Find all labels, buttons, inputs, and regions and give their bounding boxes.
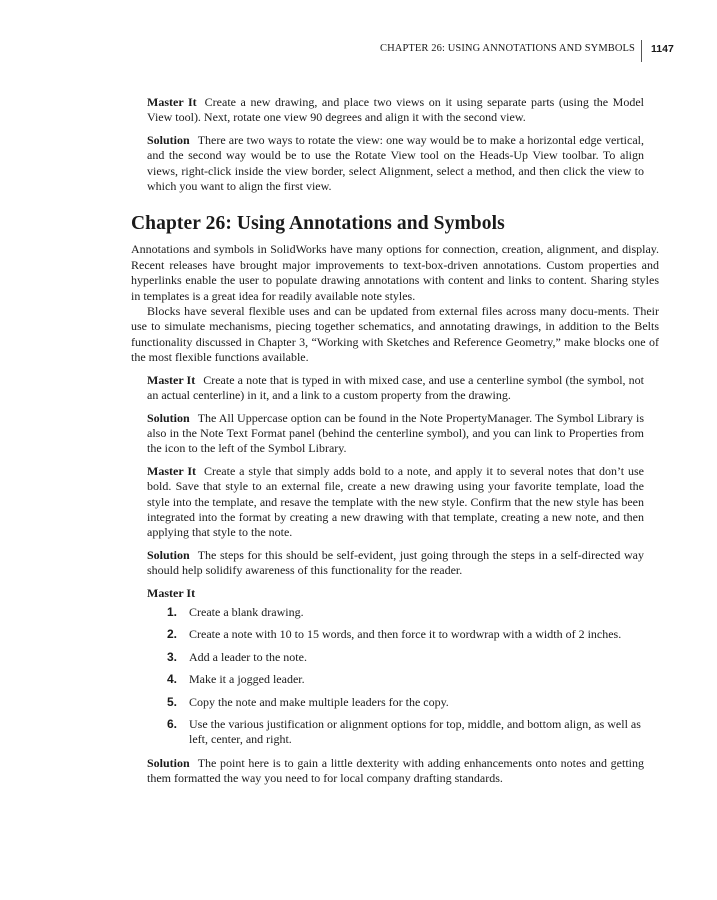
master-it-paragraph — [147, 95, 644, 126]
solution-text: There are two ways to rotate the view: one way would be to make a horizontal edge vertical, and the second way would be to use the Rotate View tool on the Heads-Up View toolbar. To align views, right-click inside the view border, select Alignment, select a method, and then click the view to which you want to align the first view. — [147, 132, 644, 194]
page-content — [131, 95, 659, 794]
master-it-label: Master It — [147, 585, 196, 600]
step-text: Create a note with 10 to 15 words, and then force it to wordwrap with a width of 2 inches. — [189, 627, 622, 642]
solution-label: Solution — [147, 132, 190, 147]
step-number: 5. — [167, 694, 178, 709]
header-divider — [641, 40, 642, 62]
solution-paragraph — [147, 756, 644, 787]
exercise-block — [147, 373, 644, 787]
page-number: 1147 — [651, 43, 674, 55]
running-header — [0, 40, 717, 60]
solution-label: Solution — [147, 547, 190, 562]
step-number: 6. — [167, 717, 178, 731]
master-it-text: Create a note that is typed in with mixed case, and use a centerline symbol (the symbol, not an actual centerline) in it, and a link to a custom property from the drawing. — [147, 372, 645, 403]
solution-paragraph — [147, 548, 644, 579]
master-it-paragraph — [147, 373, 644, 404]
master-it-paragraph — [147, 464, 644, 541]
list-item — [147, 605, 645, 620]
solution-paragraph — [147, 133, 644, 195]
chapter-heading: Chapter 26: Using Annotations and Symbols — [131, 213, 505, 235]
solution-text: The All Uppercase option can be found in the Note PropertyManager. The Symbol Library is also in the Note Text Format panel (behind the centerline symbol), and you can link to Properties from the icon to the left of the Symbol Library. — [147, 410, 644, 456]
master-it-text: Create a style that simply adds bold to a note, and apply it to several notes that don’t use bold. Save that style to an external file, create a new drawing using your favorite template, load the style into the template, and resave the template with the new style. Confirm that the new style has been integrated into the format by creating a new drawing with that template, creating a new note, and then applying that style to the note. — [147, 463, 644, 540]
master-it-label: Master It — [147, 463, 196, 478]
solution-label: Solution — [147, 755, 190, 770]
solution-paragraph — [147, 411, 644, 457]
step-number: 4. — [167, 672, 178, 687]
list-item — [147, 695, 645, 710]
running-header-title: CHAPTER 26: USING ANNOTATIONS AND SYMBOLS — [380, 43, 635, 54]
list-item — [147, 627, 645, 642]
step-number: 3. — [167, 649, 178, 664]
list-item — [147, 717, 645, 748]
list-item — [147, 650, 645, 665]
steps-list — [147, 605, 644, 748]
step-text: Add a leader to the note. — [189, 649, 307, 664]
master-it-label: Master It — [147, 95, 197, 109]
solution-label: Solution — [147, 410, 190, 425]
master-it-paragraph — [147, 586, 644, 601]
step-text: Create a blank drawing. — [189, 604, 304, 619]
body-paragraph: Annotations and symbols in SolidWorks have many options for connection, creation, alignment, and display. Recent releases have brought major improvements to text-box-driven annotations. Custom properties and hyperlinks enable the user to populate drawing annotations with content and links to content. Sharing styles in templates is a great idea for readily available note styles. — [131, 242, 659, 303]
master-it-label: Master It — [147, 372, 196, 387]
step-text: Make it a jogged leader. — [189, 672, 305, 687]
master-it-text: Create a new drawing, and place two views on it using separate parts (using the Model View tool). Next, rotate one view 90 degrees and align it with the second view. — [147, 95, 645, 125]
solution-text: The steps for this should be self-evident, just going through the steps in a self-directed way should help solidify awareness of this functionality for the reader. — [147, 547, 644, 578]
step-text: Copy the note and make multiple leaders for the copy. — [189, 694, 449, 709]
list-item — [147, 672, 645, 687]
body-paragraph: Blocks have several flexible uses and can be updated from external files across many docu-ments. Their use to simulate mechanisms, piecing together schematics, and annotating drawings, in addition to the Belts functionality discussed in Chapter 3, “Working with Sketches and Reference Geometry,” make blocks one of the most flexible functions available. — [131, 304, 659, 365]
top-exercise-block — [147, 95, 644, 194]
step-number: 2. — [167, 627, 178, 642]
step-text: Use the various justification or alignment options for top, middle, and bottom align, as well as left, center, and right. — [189, 717, 641, 747]
solution-text: The point here is to gain a little dexterity with adding enhancements onto notes and getting them formatted the way you need to for local company drafting standards. — [147, 755, 644, 786]
step-number: 1. — [167, 604, 178, 619]
